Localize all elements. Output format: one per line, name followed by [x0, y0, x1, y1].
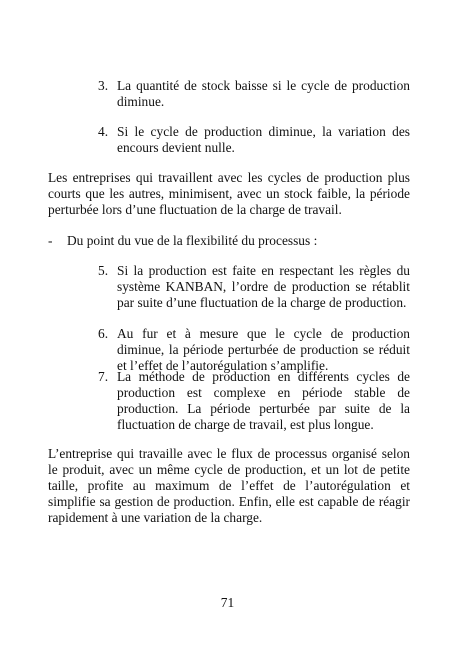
list-number: 6. — [98, 326, 109, 341]
list-text: La quantité de stock baisse si le cycle de production diminue. — [117, 78, 410, 109]
page-number: 71 — [220, 595, 235, 610]
list-number: 5. — [98, 263, 109, 278]
paragraph: Les entreprises qui travaillent avec les cycles de production plus courts que les autres, minimisent, avec un stock faible, la période perturbée lors d’une fluctuation de la charge de travail. — [48, 170, 410, 217]
bullet-marker: - — [48, 233, 53, 248]
list-number: 4. — [98, 124, 109, 139]
list-number: 3. — [98, 78, 109, 93]
list-text: Au fur et à mesure que le cycle de production diminue, la période perturbée de production se réduit et l’effet de l’autorégulation s’amplifie. — [117, 326, 410, 373]
bullet-text: Du point du vue de la flexibilité du processus : — [67, 233, 318, 248]
list-text: Si la production est faite en respectant les règles du système KANBAN, l’ordre de production se rétablit par suite d’une fluctuation de la charge de production. — [117, 263, 410, 310]
list-number: 7. — [98, 369, 109, 384]
list-text: La méthode de production en différents cycles de production est complexe en période stable de production. La période perturbée par suite de la fluctuation de charge de travail, est plus longue. — [117, 369, 410, 432]
paragraph: L’entreprise qui travaille avec le flux de processus organisé selon le produit, avec un même cycle de production, et un lot de petite taille, profite au maximum de l’effet de l’autorégulation et simplifie sa gestion de production. Enfin, elle est capable de réagir rapidement à une variation de la charge. — [48, 446, 410, 525]
list-text: Si le cycle de production diminue, la variation des encours devient nulle. — [117, 124, 410, 155]
